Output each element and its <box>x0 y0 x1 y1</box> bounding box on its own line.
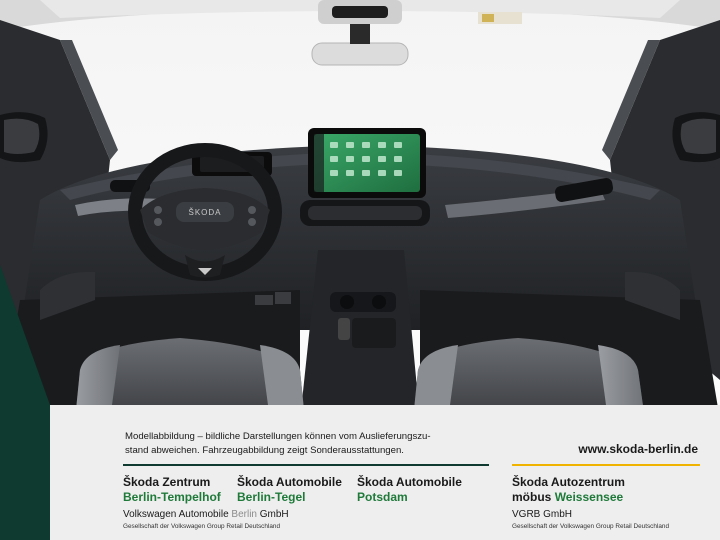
location-potsdam <box>357 475 462 505</box>
location-subtitle-highlight: Weissensee <box>554 490 624 504</box>
location-weissensee <box>512 475 625 505</box>
legal-left: Gesellschaft der Volkswagen Group Retail Deutschland <box>123 523 281 530</box>
location-subtitle <box>512 490 625 505</box>
location-subtitle: Potsdam <box>357 490 408 504</box>
location-title: Škoda Automobile <box>357 475 462 489</box>
location-subtitle: Berlin-Tegel <box>237 490 306 504</box>
legal-right: Gesellschaft der Volkswagen Group Retail Deutschland <box>512 523 670 530</box>
location-title: Škoda Automobile <box>237 475 342 489</box>
steering-logo: ŠKODA <box>188 208 222 217</box>
location-title: Škoda Zentrum <box>123 475 211 489</box>
company-left <box>123 509 289 520</box>
divider-yellow <box>512 464 700 466</box>
location-subtitle: Berlin-Tempelhof <box>123 490 221 504</box>
rearview-mirror <box>312 43 408 65</box>
location-tegel <box>237 475 342 505</box>
disclaimer-line2: stand abweichen. Fahrzeugabbildung zeigt Sonderausstattungen. <box>125 445 404 456</box>
company-left-c: GmbH <box>259 509 289 520</box>
divider-green <box>123 464 489 466</box>
footer-panel <box>0 405 720 540</box>
location-title: Škoda Autozentrum <box>512 475 625 489</box>
disclaimer-line1: Modellabbildung – bildliche Darstellungen können vom Auslieferungszu- <box>125 431 431 442</box>
location-subtitle-prefix: möbus <box>512 490 552 504</box>
location-tempelhof <box>123 475 221 505</box>
website-link[interactable]: www.skoda-berlin.de <box>578 442 698 456</box>
company-left-a: Volkswagen Automobile <box>123 509 229 520</box>
disclaimer <box>125 430 431 458</box>
company-right: VGRB GmbH <box>512 509 573 520</box>
company-left-b: Berlin <box>231 509 257 520</box>
